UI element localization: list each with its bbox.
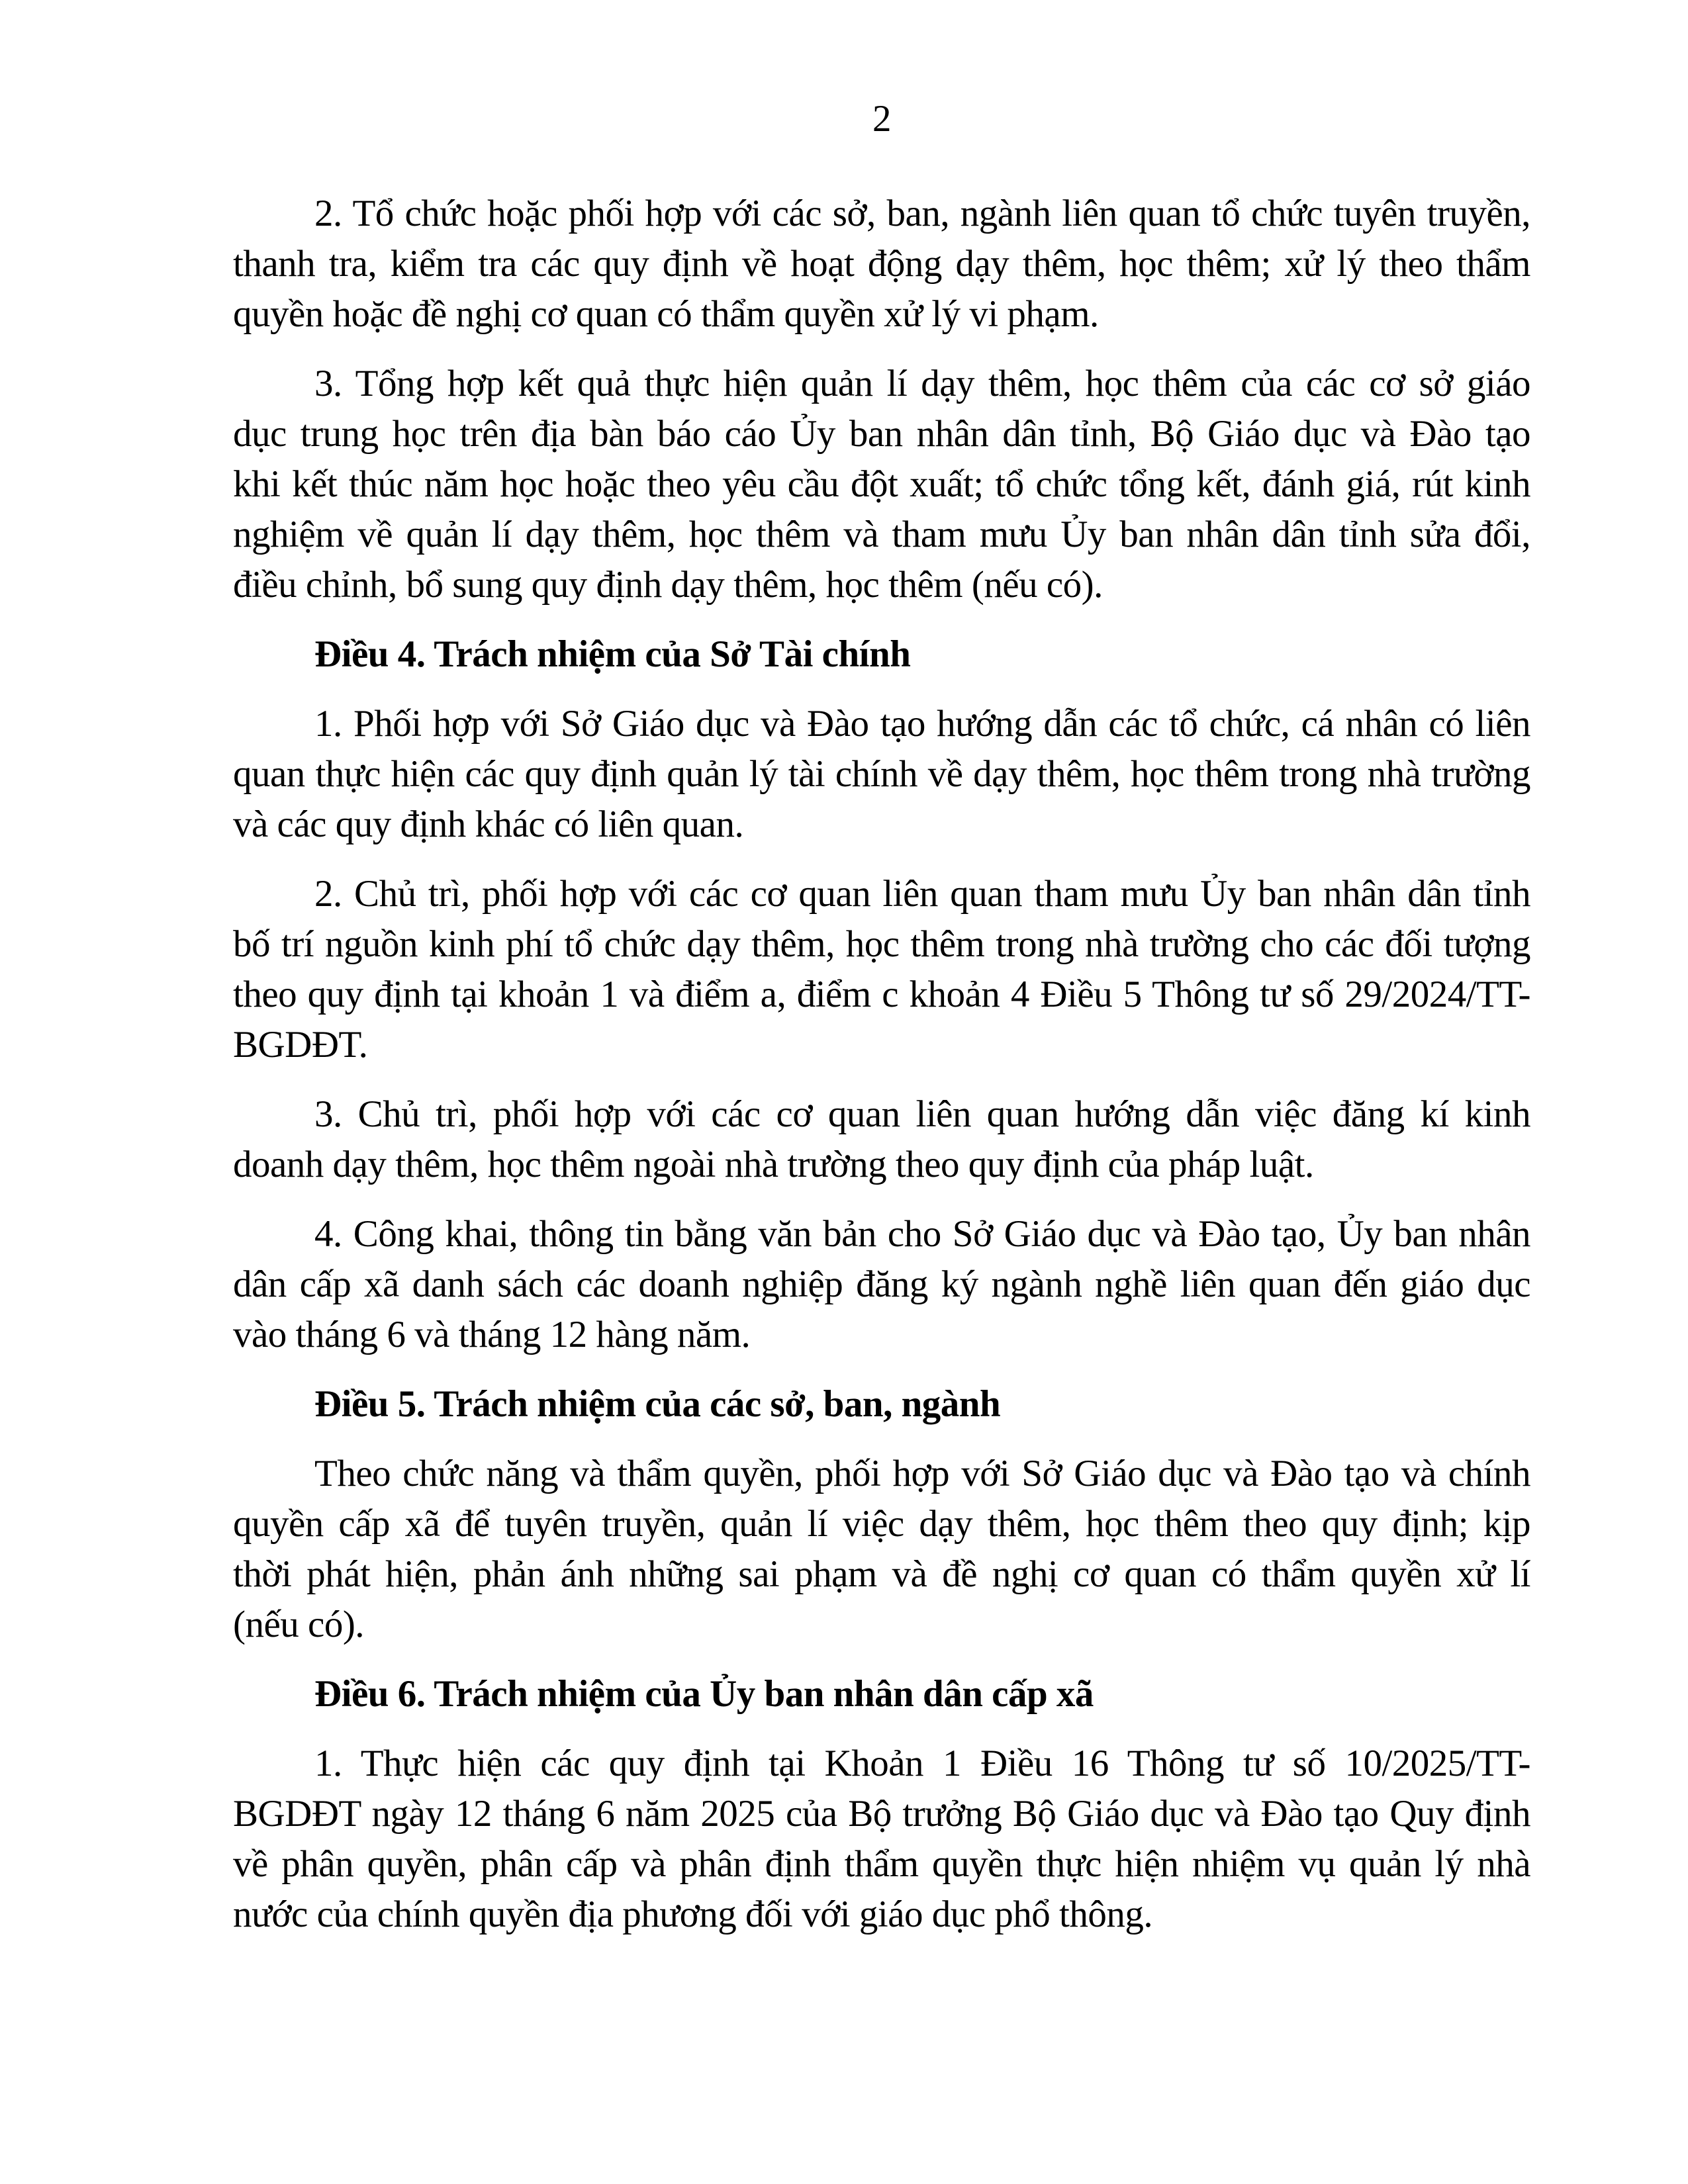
text-line: điều chỉnh, bổ sung quy định dạy thêm, học thêm (nếu có).: [233, 564, 1103, 606]
text-line: Theo chức năng và thẩm quyền, phối hợp với Sở Giáo dục và Đào tạo và chính: [314, 1453, 1530, 1494]
document-body: [233, 189, 1530, 1940]
text-line: và các quy định khác có liên quan.: [233, 803, 744, 845]
section-heading: [233, 629, 1530, 680]
paragraph: [233, 359, 1530, 610]
text-line: theo quy định tại khoản 1 và điểm a, điểm c khoản 4 Điều 5 Thông tư số 29/2024/TT-: [233, 974, 1530, 1015]
text-line: về phân quyền, phân cấp và phân định thẩm quyền thực hiện nhiệm vụ quản lý nhà: [233, 1843, 1530, 1885]
text-line: dục trung học trên địa bàn báo cáo Ủy ban nhân dân tỉnh, Bộ Giáo dục và Đào tạo: [233, 413, 1530, 455]
paragraph: [233, 1739, 1530, 1940]
text-line: quyền cấp xã để tuyên truyền, quản lí việc dạy thêm, học thêm theo quy định; kịp: [233, 1503, 1530, 1545]
text-line: thời phát hiện, phản ánh những sai phạm và đề nghị cơ quan có thẩm quyền xử lí: [233, 1553, 1530, 1595]
text-line: 1. Phối hợp với Sở Giáo dục và Đào tạo hướng dẫn các tổ chức, cá nhân có liên: [314, 703, 1530, 745]
text-line: Điều 4. Trách nhiệm của Sở Tài chính: [314, 633, 911, 675]
text-line: 3. Chủ trì, phối hợp với các cơ quan liên quan hướng dẫn việc đăng kí kinh: [314, 1093, 1530, 1135]
text-line: bố trí nguồn kinh phí tổ chức dạy thêm, học thêm trong nhà trường cho các đối tượng: [233, 923, 1530, 965]
text-line: dân cấp xã danh sách các doanh nghiệp đăng ký ngành nghề liên quan đến giáo dục: [233, 1263, 1530, 1305]
paragraph: [233, 189, 1530, 340]
text-line: quan thực hiện các quy định quản lý tài chính về dạy thêm, học thêm trong nhà trường: [233, 753, 1530, 795]
text-line: doanh dạy thêm, học thêm ngoài nhà trường theo quy định của pháp luật.: [233, 1144, 1314, 1185]
paragraph: [233, 1209, 1530, 1360]
section-heading: [233, 1669, 1530, 1719]
text-line: 4. Công khai, thông tin bằng văn bản cho Sở Giáo dục và Đào tạo, Ủy ban nhân: [314, 1213, 1530, 1255]
text-line: nước của chính quyền địa phương đối với giáo dục phổ thông.: [233, 1893, 1153, 1935]
text-line: 2. Tổ chức hoặc phối hợp với các sở, ban, ngành liên quan tổ chức tuyên truyền,: [314, 193, 1530, 234]
text-line: 3. Tổng hợp kết quả thực hiện quản lí dạy thêm, học thêm của các cơ sở giáo: [314, 363, 1530, 404]
page-number: 2: [872, 98, 891, 140]
text-line: BGDĐT ngày 12 tháng 6 năm 2025 của Bộ trưởng Bộ Giáo dục và Đào tạo Quy định: [233, 1793, 1530, 1835]
paragraph: [233, 869, 1530, 1070]
text-line: Điều 5. Trách nhiệm của các sở, ban, ngành: [314, 1383, 1001, 1425]
text-line: BGDĐT.: [233, 1024, 368, 1066]
text-line: quyền hoặc đề nghị cơ quan có thẩm quyền xử lý vi phạm.: [233, 293, 1099, 335]
text-line: nghiệm về quản lí dạy thêm, học thêm và tham mưu Ủy ban nhân dân tỉnh sửa đổi,: [233, 514, 1530, 555]
paragraph: [233, 1089, 1530, 1190]
text-line: Điều 6. Trách nhiệm của Ủy ban nhân dân cấp xã: [314, 1673, 1094, 1715]
paragraph: [233, 1449, 1530, 1650]
text-line: khi kết thúc năm học hoặc theo yêu cầu đột xuất; tổ chức tổng kết, đánh giá, rút kinh: [233, 463, 1530, 505]
text-line: 1. Thực hiện các quy định tại Khoản 1 Điều 16 Thông tư số 10/2025/TT-: [314, 1743, 1530, 1784]
text-line: 2. Chủ trì, phối hợp với các cơ quan liên quan tham mưu Ủy ban nhân dân tỉnh: [314, 873, 1530, 915]
text-line: vào tháng 6 và tháng 12 hàng năm.: [233, 1314, 751, 1355]
paragraph: [233, 699, 1530, 850]
section-heading: [233, 1379, 1530, 1430]
text-line: thanh tra, kiểm tra các quy định về hoạt động dạy thêm, học thêm; xử lý theo thẩm: [233, 243, 1530, 285]
text-line: (nếu có).: [233, 1604, 365, 1645]
